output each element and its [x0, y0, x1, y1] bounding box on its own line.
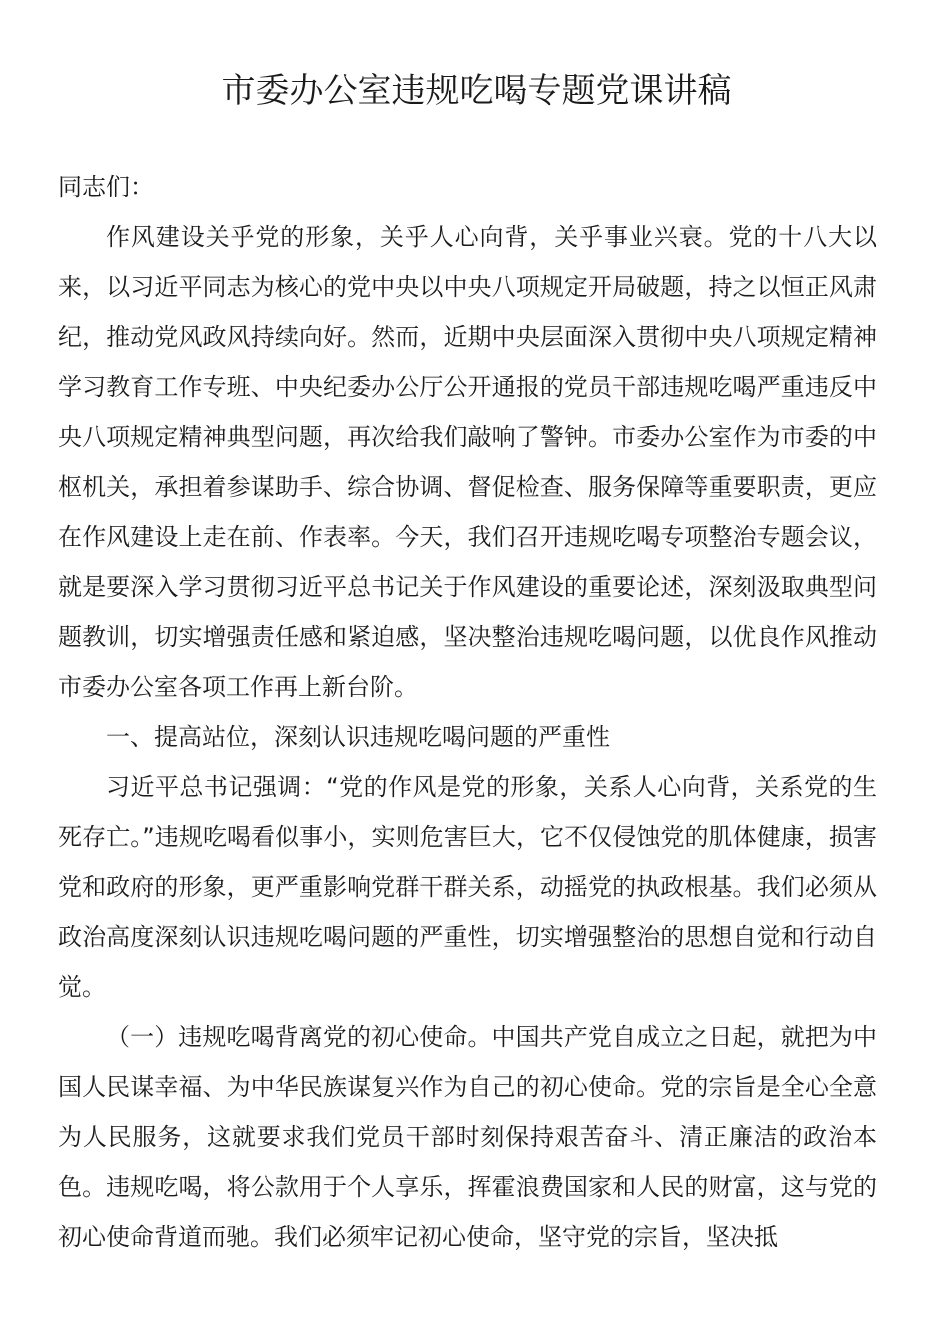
salutation: 同志们： [58, 173, 154, 201]
intro-paragraph: 作风建设关乎党的形象，关乎人心向背，关乎事业兴衰。党的十八大以来，以习近平同志为核心的党中央以中央八项规定开局破题，持之以恒正风肃纪，推动党风政风持续向好。然而，近期中央层面深入贯彻中央八项规定精神学习教育工作专班、中央纪委办公厅公开通报的党员干部违规吃喝严重违反中央八项规定精神典型问题，再次给我们敲响了警钟。市委办公室作为市委的中枢机关，承担着参谋助手、综合协调、督促检查、服务保障等重要职责，更应在作风建设上走在前、作表率。今天，我们召开违规吃喝专项整治专题会议，就是要深入学习贯彻习近平总书记关于作风建设的重要论述，深刻汲取典型问题教训，切实增强责任感和紧迫感，坚决整治违规吃喝问题，以优良作风推动市委办公室各项工作再上新台阶。 [58, 223, 877, 701]
section-1-paragraph: 习近平总书记强调：“党的作风是党的形象，关系人心向背，关系党的生死存亡。”违规吃喝看似事小，实则危害巨大，它不仅侵蚀党的肌体健康，损害党和政府的形象，更严重影响党群干群关系，动摇党的执政根基。我们必须从政治高度深刻认识违规吃喝问题的严重性，切实增强整治的思想自觉和行动自觉。 [58, 773, 877, 1001]
subsection-1-paragraph: （一）违规吃喝背离党的初心使命。中国共产党自成立之日起，就把为中国人民谋幸福、为中华民族谋复兴作为自己的初心使命。党的宗旨是全心全意为人民服务，这就要求我们党员干部时刻保持艰苦奋斗、清正廉洁的政治本色。违规吃喝，将公款用于个人享乐，挥霍浪费国家和人民的财富，这与党的初心使命背道而驰。我们必须牢记初心使命，坚守党的宗旨，坚决抵 [58, 1023, 877, 1251]
document-title: 市委办公室违规吃喝专题党课讲稿 [221, 71, 732, 111]
section-1-heading: 一、提高站位，深刻认识违规吃喝问题的严重性 [106, 723, 610, 751]
